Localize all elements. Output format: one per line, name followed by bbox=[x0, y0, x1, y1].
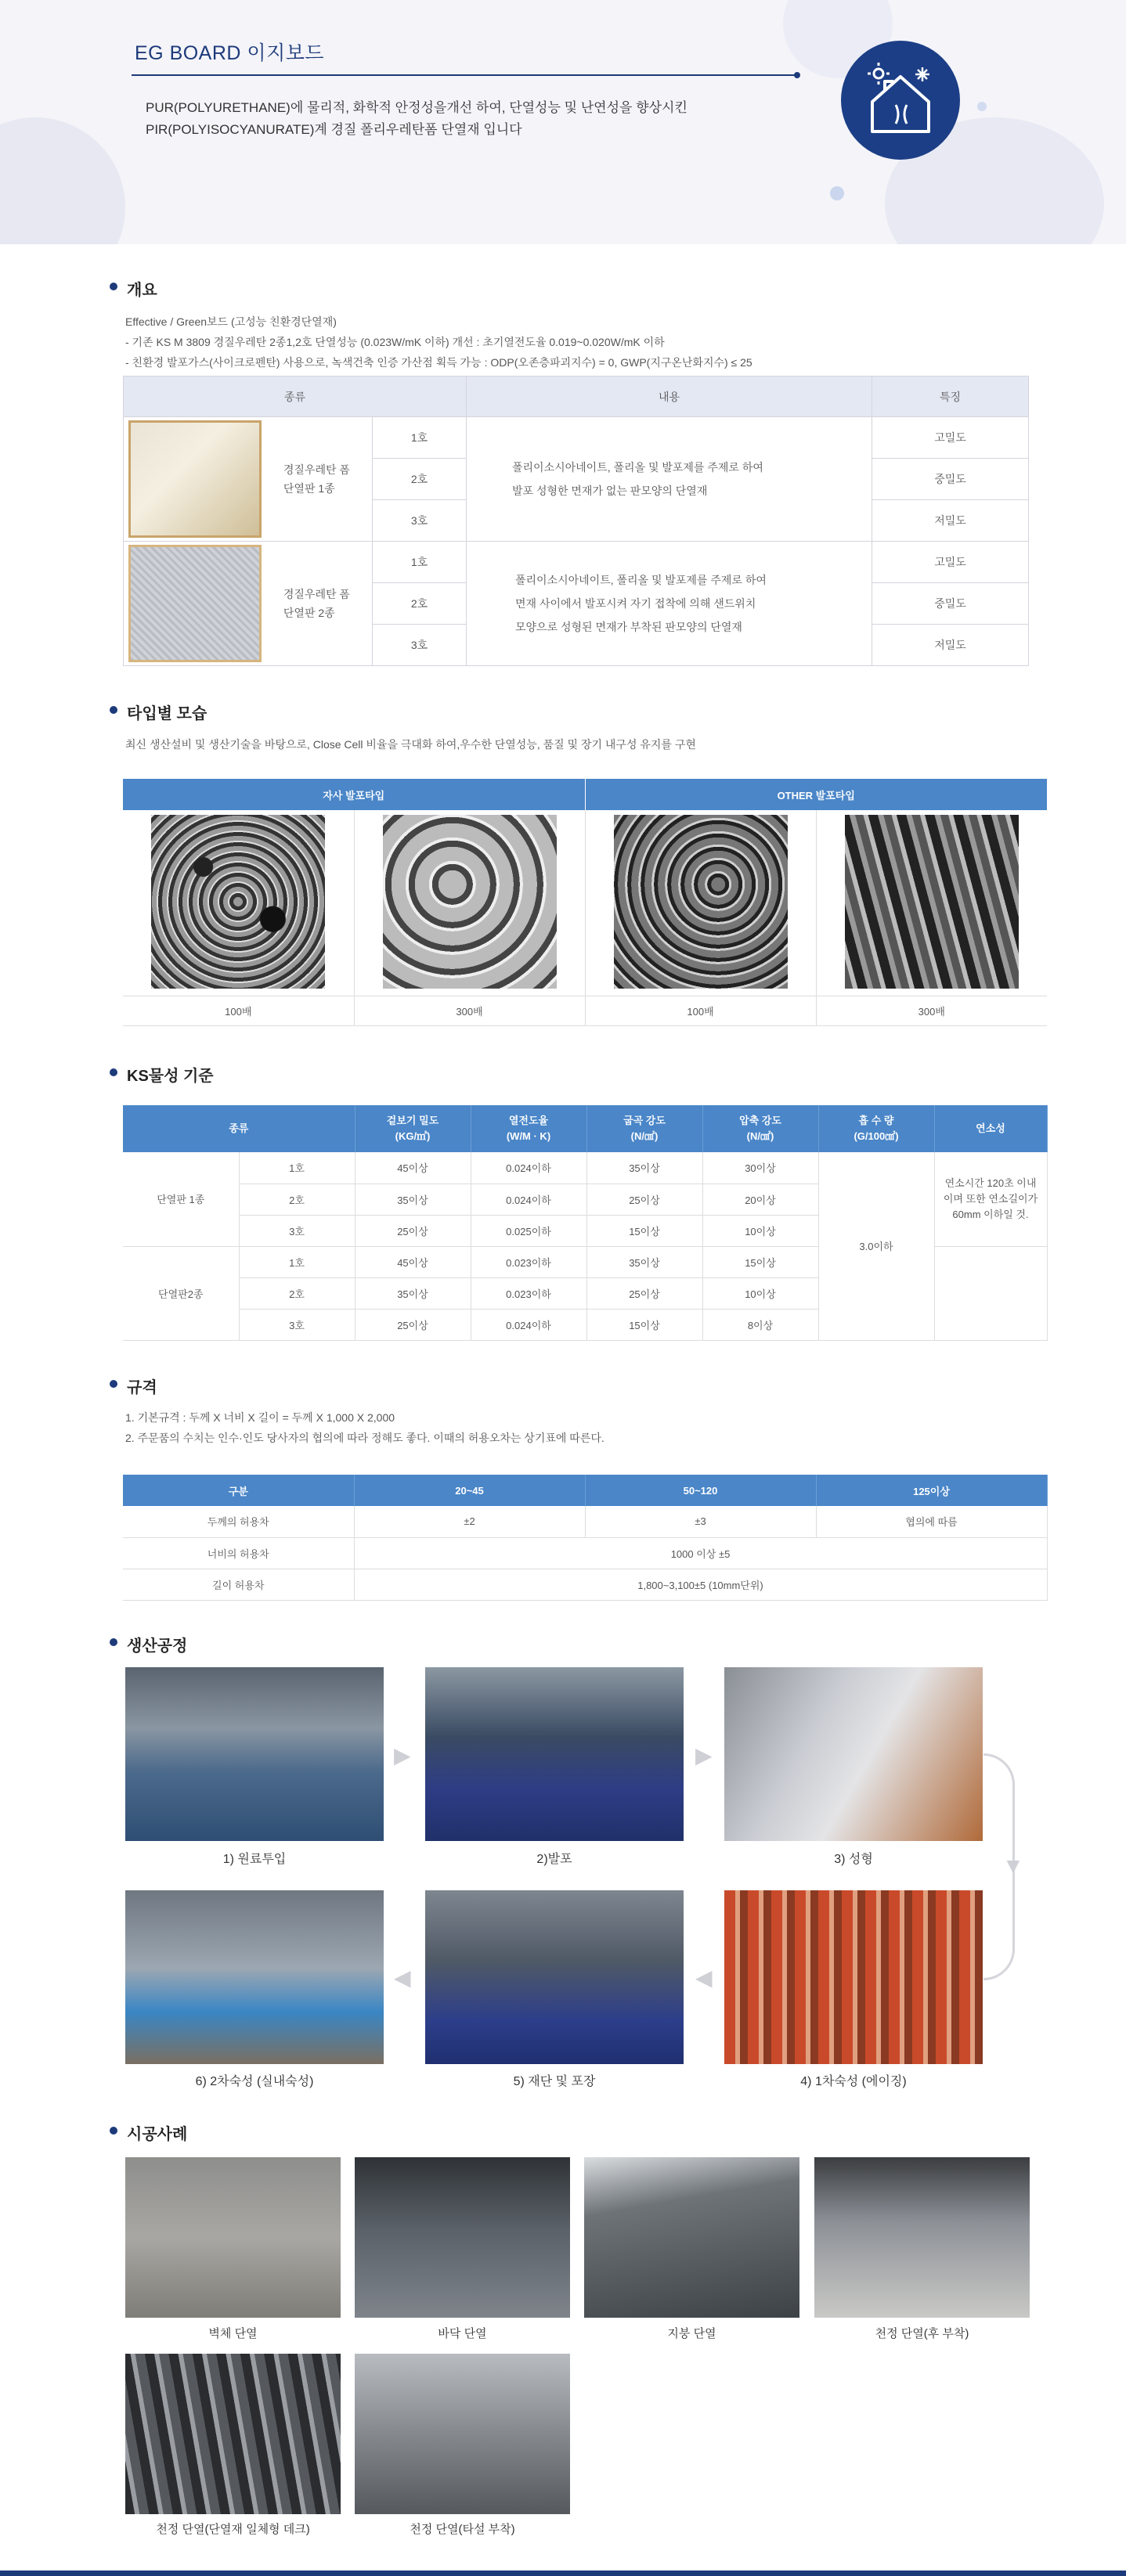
spec-line: 2. 주문품의 수치는 인수·인도 당사자의 협의에 따라 정해도 좋다. 이때의 허용오차는 상기표에 따른다. bbox=[125, 1432, 605, 1444]
micro-cell bbox=[354, 810, 585, 996]
process-step-label: 2)발포 bbox=[536, 1853, 572, 1866]
combustion-empty-cell bbox=[934, 1246, 1047, 1340]
table-cell: 35이상 bbox=[355, 1277, 471, 1309]
micro-cell bbox=[123, 810, 354, 996]
magnification-caption: 300배 bbox=[354, 996, 585, 1026]
table-cell: 1000 이상 ±5 bbox=[354, 1537, 1047, 1569]
arrow-right-icon: ▶ bbox=[394, 1743, 411, 1767]
table-cell: ±3 bbox=[585, 1506, 816, 1537]
table-cell: 35이상 bbox=[355, 1184, 471, 1215]
case-label: 벽체 단열 bbox=[208, 2327, 258, 2340]
table-cell: 2호 bbox=[239, 1277, 355, 1309]
foam-board-photo bbox=[128, 420, 262, 538]
grade-cell: 1호 bbox=[373, 417, 467, 459]
magnification-caption: 300배 bbox=[816, 996, 1047, 1026]
table-cell: 15이상 bbox=[702, 1246, 818, 1277]
content-cell: 폴리이소시아네이트, 폴리올 및 발포제를 주제로 하여 면재 사이에서 발포시켜 자기 접착에 의해 샌드위치 모양으로 성형된 면재가 부착된 판모양의 단열재 bbox=[467, 542, 872, 666]
process-photo bbox=[724, 1667, 983, 1841]
type-cell bbox=[124, 542, 373, 666]
process-step-label: 5) 재단 및 포장 bbox=[513, 2075, 596, 2088]
case-label: 천정 단열(후 부착) bbox=[875, 2327, 969, 2340]
absorption-cell: 3.0이하 bbox=[818, 1152, 934, 1340]
group-cell: 단열판2종 bbox=[123, 1246, 239, 1340]
grade-cell: 3호 bbox=[373, 500, 467, 542]
case-photo bbox=[125, 2354, 341, 2514]
overview-line: Effective / Green보드 (고성능 친환경단열재) bbox=[125, 315, 337, 328]
feature-cell: 저밀도 bbox=[872, 625, 1029, 666]
table-cell: 0.024이하 bbox=[471, 1309, 586, 1340]
spec-line: 1. 기본규격 : 두께 X 너비 X 길이 = 두께 X 1,000 X 2,000 bbox=[125, 1411, 395, 1424]
magnification-caption: 100배 bbox=[123, 996, 354, 1026]
table-cell: 25이상 bbox=[586, 1184, 702, 1215]
table-header: 압축 강도 (N/㎠) bbox=[702, 1105, 818, 1152]
decor-dot bbox=[830, 186, 844, 200]
decor-circle bbox=[0, 117, 125, 244]
table-cell: 8이상 bbox=[702, 1309, 818, 1340]
arrow-left-icon: ◀ bbox=[695, 1965, 713, 1990]
house-icon bbox=[841, 41, 960, 160]
table-cell: 25이상 bbox=[586, 1277, 702, 1309]
section-title-spec: 규격 bbox=[110, 1374, 157, 1397]
arrow-down-icon: ▼ bbox=[1002, 1854, 1024, 1878]
table-cell: 25이상 bbox=[355, 1309, 471, 1340]
group-cell: 단열판 1종 bbox=[123, 1152, 239, 1246]
grade-cell: 1호 bbox=[373, 542, 467, 583]
table-header: 종류 bbox=[124, 376, 467, 417]
table-cell: 3호 bbox=[239, 1215, 355, 1246]
hero-description bbox=[135, 97, 688, 141]
table-cell: 25이상 bbox=[355, 1215, 471, 1246]
section-title-process: 생산공정 bbox=[110, 1633, 187, 1655]
tolerance-table bbox=[123, 1475, 1048, 1601]
table-cell: 0.023이하 bbox=[471, 1246, 586, 1277]
title-underline bbox=[132, 74, 797, 76]
process-step-label: 6) 2차숙성 (실내숙성) bbox=[195, 2075, 314, 2088]
magnification-caption: 100배 bbox=[585, 996, 816, 1026]
ks-property-table bbox=[123, 1105, 1048, 1341]
table-header: 흡 수 량 (G/100㎠) bbox=[818, 1105, 934, 1152]
process-photo bbox=[724, 1890, 983, 2064]
process-step-label: 4) 1차숙성 (에이징) bbox=[800, 2075, 907, 2088]
micro-cell bbox=[585, 810, 816, 996]
table-header: 겉보기 밀도 (KG/㎥) bbox=[355, 1105, 471, 1152]
table-cell: 1,800~3,100±5 (10mm단위) bbox=[354, 1569, 1047, 1600]
table-header: 굽곡 강도 (N/㎠) bbox=[586, 1105, 702, 1152]
footer-bar bbox=[0, 2571, 1126, 2576]
hero-desc-line: PIR(POLYISOCYANURATE)계 경질 폴리우레탄폼 단열재 입니다 bbox=[146, 122, 522, 137]
house-badge bbox=[841, 41, 960, 160]
table-cell: 1호 bbox=[239, 1152, 355, 1184]
process-photo bbox=[425, 1890, 684, 2064]
case-label: 천정 단열(단열재 일체형 데크) bbox=[156, 2523, 310, 2536]
table-header: 50~120 bbox=[585, 1475, 816, 1506]
table-header: 자사 발포타입 bbox=[123, 779, 585, 810]
feature-cell: 중밀도 bbox=[872, 583, 1029, 625]
case-photo bbox=[125, 2157, 341, 2318]
process-photo bbox=[125, 1667, 384, 1841]
section-title-overview: 개요 bbox=[110, 277, 157, 300]
grade-cell: 2호 bbox=[373, 459, 467, 500]
table-cell: 0.024이하 bbox=[471, 1184, 586, 1215]
combustion-cell: 연소시간 120초 이내 이며 또한 연소길이가 60mm 이하일 것. bbox=[934, 1152, 1047, 1246]
microstructure-photo bbox=[614, 815, 788, 989]
overview-line: - 기존 KS M 3809 경질우레탄 2종1,2호 단열성능 (0.023W/mK 이하) 개선 : 초기열전도율 0.019~0.020W/mK 이하 bbox=[125, 336, 665, 348]
process-step-label: 3) 성형 bbox=[834, 1853, 873, 1866]
table-header: 20~45 bbox=[354, 1475, 585, 1506]
content-cell: 폴리이소시아네이트, 폴리올 및 발포제를 주제로 하여 발포 성형한 면재가 없는 판모양의 단열재 bbox=[467, 417, 872, 542]
overview-line: - 친환경 발포가스(사이크로펜탄) 사용으로, 녹색건축 인증 가산점 획득 가능 : ODP(오존층파괴지수) = 0, GWP(지구온난화지수) ≤ 25 bbox=[125, 356, 752, 369]
case-photo bbox=[814, 2157, 1030, 2318]
table-header: 125이상 bbox=[816, 1475, 1047, 1506]
table-cell: 0.023이하 bbox=[471, 1277, 586, 1309]
table-cell: 2호 bbox=[239, 1184, 355, 1215]
table-header: OTHER 발포타입 bbox=[585, 779, 1047, 810]
process-photo bbox=[425, 1667, 684, 1841]
arrow-left-icon: ◀ bbox=[394, 1965, 411, 1990]
section-title-ks: KS물성 기준 bbox=[110, 1063, 214, 1086]
type-cell bbox=[124, 417, 373, 542]
type-name: 경질우레탄 폼 단열판 1종 bbox=[283, 463, 350, 495]
table-header: 열전도율 (W/M · K) bbox=[471, 1105, 586, 1152]
foam-type-table bbox=[123, 779, 1047, 1026]
table-cell: 두께의 허용차 bbox=[123, 1506, 354, 1537]
table-cell: 협의에 따름 bbox=[816, 1506, 1047, 1537]
case-label: 천정 단열(타설 부착) bbox=[410, 2523, 515, 2536]
case-label: 지붕 단열 bbox=[667, 2327, 716, 2340]
table-cell: 35이상 bbox=[586, 1152, 702, 1184]
table-header: 종류 bbox=[123, 1105, 355, 1152]
arrow-right-icon: ▶ bbox=[695, 1743, 713, 1767]
table-header: 연소성 bbox=[934, 1105, 1047, 1152]
process-step-label: 1) 원료투입 bbox=[222, 1853, 287, 1866]
table-cell: 10이상 bbox=[702, 1277, 818, 1309]
page-title: EG BOARD 이지보드 bbox=[135, 42, 325, 64]
table-cell: 길이 허용차 bbox=[123, 1569, 354, 1600]
table-cell: 45이상 bbox=[355, 1152, 471, 1184]
table-cell: ±2 bbox=[354, 1506, 585, 1537]
case-label: 바닥 단열 bbox=[438, 2327, 487, 2340]
spec-text bbox=[125, 1407, 605, 1448]
decor-dot bbox=[977, 102, 987, 111]
feature-cell: 고밀도 bbox=[872, 417, 1029, 459]
table-cell: 0.024이하 bbox=[471, 1152, 586, 1184]
types-description: 최신 생산설비 및 생산기술을 바탕으로, Close Cell 비율을 극대화 하여,우수한 단열성능, 품질 및 장기 내구성 유지를 구현 bbox=[125, 738, 696, 751]
process-photo bbox=[125, 1890, 384, 2064]
table-cell: 30이상 bbox=[702, 1152, 818, 1184]
case-photo bbox=[584, 2157, 799, 2318]
feature-cell: 저밀도 bbox=[872, 500, 1029, 542]
table-cell: 15이상 bbox=[586, 1309, 702, 1340]
case-photo bbox=[355, 2157, 570, 2318]
grade-cell: 2호 bbox=[373, 583, 467, 625]
grade-cell: 3호 bbox=[373, 625, 467, 666]
hero-desc-line: PUR(POLYURETHANE)에 물리적, 화학적 안정성을개선 하여, 단열성능 및 난연성을 향상시킨 bbox=[146, 100, 688, 115]
table-cell: 45이상 bbox=[355, 1246, 471, 1277]
case-photo bbox=[355, 2354, 570, 2514]
table-cell: 너비의 허용차 bbox=[123, 1537, 354, 1569]
overview-table bbox=[123, 376, 1029, 666]
foam-board-photo bbox=[128, 545, 262, 662]
microstructure-photo bbox=[845, 815, 1019, 989]
table-cell: 3호 bbox=[239, 1309, 355, 1340]
table-cell: 20이상 bbox=[702, 1184, 818, 1215]
type-name: 경질우레탄 폼 단열판 2종 bbox=[283, 588, 350, 619]
micro-cell bbox=[816, 810, 1047, 996]
table-cell: 15이상 bbox=[586, 1215, 702, 1246]
table-header: 구분 bbox=[123, 1475, 354, 1506]
table-header: 내용 bbox=[467, 376, 872, 417]
section-title-types: 타입별 모습 bbox=[110, 701, 207, 723]
feature-cell: 중밀도 bbox=[872, 459, 1029, 500]
table-cell: 0.025이하 bbox=[471, 1215, 586, 1246]
table-cell: 1호 bbox=[239, 1246, 355, 1277]
hero-banner bbox=[0, 0, 1126, 244]
table-header: 특징 bbox=[872, 376, 1029, 417]
feature-cell: 고밀도 bbox=[872, 542, 1029, 583]
microstructure-photo bbox=[383, 815, 557, 989]
overview-text bbox=[125, 312, 752, 373]
microstructure-photo bbox=[151, 815, 325, 989]
table-cell: 35이상 bbox=[586, 1246, 702, 1277]
table-cell: 10이상 bbox=[702, 1215, 818, 1246]
section-title-cases: 시공사례 bbox=[110, 2121, 187, 2144]
